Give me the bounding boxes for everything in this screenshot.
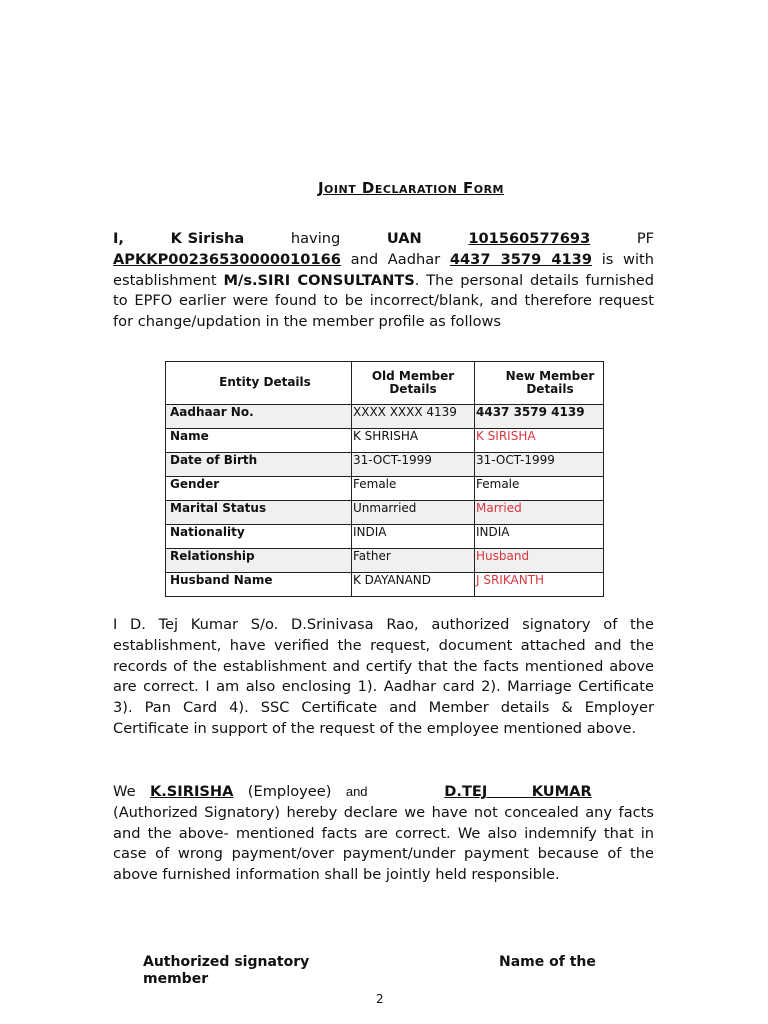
new-value-cell: K SIRISHA [475,429,604,453]
new-value-cell: Husband [475,549,604,573]
entity-cell: Relationship [166,549,352,573]
and-aadhar-text: and Aadhar [350,250,441,268]
declarant-pronoun: I, [113,230,124,247]
old-value-cell: K SHRISHA [352,429,475,453]
request-paragraph [113,229,654,333]
old-value-cell: K DAYANAND [352,573,475,597]
table-row [166,549,604,573]
signatory-name: D.TEJ KUMAR [444,783,592,800]
table-header-row [166,362,604,405]
pf-label: PF [636,230,655,247]
having-text: having [290,230,341,247]
new-value-cell: INDIA [475,525,604,549]
entity-cell: Marital Status [166,501,352,525]
indemnity-text: (Authorized Signatory) hereby declare we have not concealed any facts and the above- mentioned facts are correct. We also indemnify that in case of wrong payment/over payment/under payment because of the above furnished information shall be jointly held responsible. [113,803,654,884]
request-text: . The personal details furnished to EPFO earlier were found to be incorrect/blank, and therefore request for change/updation in the member profile as follows [113,271,655,331]
table-row [166,429,604,453]
and-text: and [345,784,368,799]
new-value-cell: Married [475,501,604,525]
table-row [166,501,604,525]
entity-cell: Date of Birth [166,453,352,477]
establishment-name: M/s.SIRI CONSULTANTS [223,271,415,289]
indemnity-paragraph [113,782,654,886]
entity-cell: Gender [166,477,352,501]
we-text: We [113,783,136,800]
table-row [166,453,604,477]
header-entity: Entity Details [166,362,352,405]
entity-cell: Husband Name [166,573,352,597]
pf-number: APKKP00236530000010166 [113,250,341,268]
entity-cell: Name [166,429,352,453]
old-value-cell: XXXX XXXX 4139 [352,405,475,429]
form-title: Joint Declaration Form [317,179,505,197]
old-value-cell: 31-OCT-1999 [352,453,475,477]
old-value-cell: INDIA [352,525,475,549]
authorized-signatory-label: Authorized signatory member [143,954,310,987]
new-value-cell: J SRIKANTH [475,573,604,597]
old-value-cell: Father [352,549,475,573]
new-value-cell: 4437 3579 4139 [475,405,604,429]
employee-name: K.SIRISHA [149,783,234,800]
table-row [166,405,604,429]
member-name: K Sirisha [170,230,245,247]
old-value-cell: Unmarried [352,501,475,525]
old-value-cell: Female [352,477,475,501]
uan-label: UAN [386,230,422,247]
header-old: Old Member Details [352,362,475,405]
table-row [166,573,604,597]
is-with-text: is with [601,250,655,268]
table-row [166,525,604,549]
verification-paragraph: I D. Tej Kumar S/o. D.Srinivasa Rao, authorized signatory of the establishment, have verified the request, document attached and the records of the establishment and certify that the facts mentioned above are correct. I am also enclosing 1). Aadhar card 2). Marriage Certificate 3). Pan Card 4). SSC Certificate and Member details & Employer Certificate in support of the request of the employee mentioned above. [113,616,654,737]
establishment-word: establishment [113,271,217,289]
employee-role: (Employee) [247,783,332,800]
aadhar-number: 4437 3579 4139 [449,250,592,268]
entity-cell: Aadhaar No. [166,405,352,429]
header-new: New Member Details [475,362,604,405]
new-value-cell: 31-OCT-1999 [475,453,604,477]
table-row [166,477,604,501]
uan-number: 101560577693 [468,230,591,247]
new-value-cell: Female [475,477,604,501]
member-name-label: Name of the [499,954,596,970]
member-details-table [165,361,604,597]
page-number: 2 [376,992,384,1006]
entity-cell: Nationality [166,525,352,549]
